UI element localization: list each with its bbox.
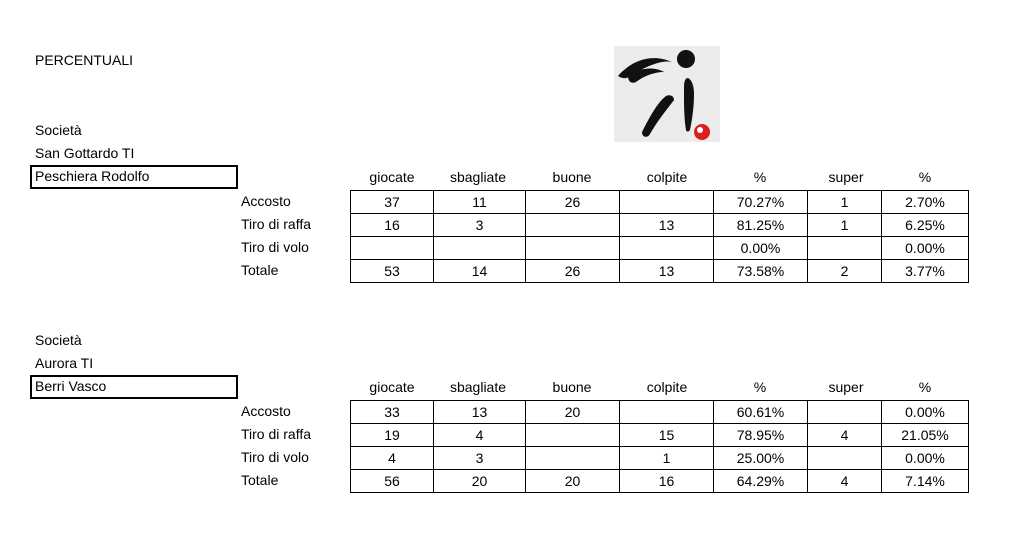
cell-colpite[interactable]: 13: [620, 260, 714, 283]
col-header-giocate: giocate: [369, 379, 415, 395]
row-label-accosto: Accosto: [241, 193, 291, 209]
cell-super-percent[interactable]: 21.05%: [882, 424, 969, 447]
cell-giocate[interactable]: 53: [351, 260, 434, 283]
cell-super[interactable]: [808, 447, 882, 470]
cell-percent[interactable]: 64.29%: [714, 470, 808, 493]
cell-super[interactable]: 4: [808, 470, 882, 493]
table-row: [351, 447, 969, 470]
cell-colpite[interactable]: [620, 191, 714, 214]
cell-giocate[interactable]: 37: [351, 191, 434, 214]
cell-giocate[interactable]: 16: [351, 214, 434, 237]
row-label-totale: Totale: [241, 472, 279, 488]
col-header-giocate: giocate: [369, 169, 415, 185]
cell-buone[interactable]: 20: [526, 401, 620, 424]
table-row: [351, 191, 969, 214]
col-header-colpite: colpite: [646, 169, 688, 185]
col-header-percent: %: [753, 169, 767, 185]
cell-colpite[interactable]: 16: [620, 470, 714, 493]
cell-sbagliate[interactable]: 20: [434, 470, 526, 493]
cell-buone[interactable]: 26: [526, 260, 620, 283]
cell-giocate[interactable]: 33: [351, 401, 434, 424]
table-row: [351, 260, 969, 283]
bocce-player-logo-icon: [614, 46, 720, 142]
row-label-tiro-di-raffa: Tiro di raffa: [241, 426, 312, 442]
cell-buone[interactable]: [526, 214, 620, 237]
societa-label: Società: [35, 332, 82, 348]
cell-super-percent[interactable]: 0.00%: [882, 447, 969, 470]
cell-colpite[interactable]: 1: [620, 447, 714, 470]
cell-colpite[interactable]: [620, 401, 714, 424]
cell-percent[interactable]: 60.61%: [714, 401, 808, 424]
cell-sbagliate[interactable]: 3: [434, 447, 526, 470]
table-row: [351, 214, 969, 237]
cell-sbagliate[interactable]: [434, 237, 526, 260]
cell-super-percent[interactable]: 0.00%: [882, 401, 969, 424]
cell-buone[interactable]: 20: [526, 470, 620, 493]
cell-super[interactable]: [808, 401, 882, 424]
cell-super-percent[interactable]: 0.00%: [882, 237, 969, 260]
cell-percent[interactable]: 25.00%: [714, 447, 808, 470]
cell-giocate[interactable]: 56: [351, 470, 434, 493]
cell-sbagliate[interactable]: 11: [434, 191, 526, 214]
col-header-percent: %: [753, 379, 767, 395]
cell-sbagliate[interactable]: 4: [434, 424, 526, 447]
col-header-sbagliate: sbagliate: [449, 169, 507, 185]
cell-sbagliate[interactable]: 14: [434, 260, 526, 283]
cell-super[interactable]: 1: [808, 191, 882, 214]
table-row: [351, 401, 969, 424]
cell-super-percent[interactable]: 3.77%: [882, 260, 969, 283]
cell-percent[interactable]: 73.58%: [714, 260, 808, 283]
cell-super-percent[interactable]: 2.70%: [882, 191, 969, 214]
col-header-super: super: [828, 379, 864, 395]
cell-percent[interactable]: 78.95%: [714, 424, 808, 447]
col-header-colpite: colpite: [646, 379, 688, 395]
cell-super[interactable]: [808, 237, 882, 260]
table-row: [351, 424, 969, 447]
row-label-accosto: Accosto: [241, 403, 291, 419]
row-label-totale: Totale: [241, 262, 279, 278]
col-header-sbagliate: sbagliate: [449, 379, 507, 395]
col-header-buone: buone: [552, 379, 592, 395]
col-header-super-percent: %: [918, 169, 932, 185]
table-row: [351, 237, 969, 260]
stats-table: [350, 400, 969, 493]
cell-super[interactable]: 2: [808, 260, 882, 283]
cell-colpite[interactable]: [620, 237, 714, 260]
cell-sbagliate[interactable]: 13: [434, 401, 526, 424]
cell-colpite[interactable]: 15: [620, 424, 714, 447]
societa-name: Aurora TI: [35, 355, 94, 371]
cell-buone[interactable]: [526, 237, 620, 260]
page-title: PERCENTUALI: [35, 52, 134, 68]
cell-percent[interactable]: 81.25%: [714, 214, 808, 237]
cell-giocate[interactable]: 19: [351, 424, 434, 447]
cell-percent[interactable]: 70.27%: [714, 191, 808, 214]
societa-name: San Gottardo TI: [35, 145, 135, 161]
col-header-super: super: [828, 169, 864, 185]
cell-super-percent[interactable]: 7.14%: [882, 470, 969, 493]
cell-buone[interactable]: [526, 424, 620, 447]
row-label-tiro-di-volo: Tiro di volo: [241, 449, 309, 465]
row-label-tiro-di-volo: Tiro di volo: [241, 239, 309, 255]
player-name-cell[interactable]: Berri Vasco: [30, 375, 238, 399]
cell-super[interactable]: 4: [808, 424, 882, 447]
cell-buone[interactable]: [526, 447, 620, 470]
player-name-cell[interactable]: Peschiera Rodolfo: [30, 165, 238, 189]
cell-giocate[interactable]: 4: [351, 447, 434, 470]
row-label-tiro-di-raffa: Tiro di raffa: [241, 216, 312, 232]
cell-percent[interactable]: 0.00%: [714, 237, 808, 260]
societa-label: Società: [35, 122, 82, 138]
cell-colpite[interactable]: 13: [620, 214, 714, 237]
cell-giocate[interactable]: [351, 237, 434, 260]
stats-table: [350, 190, 969, 283]
table-row: [351, 470, 969, 493]
cell-sbagliate[interactable]: 3: [434, 214, 526, 237]
cell-buone[interactable]: 26: [526, 191, 620, 214]
cell-super[interactable]: 1: [808, 214, 882, 237]
col-header-super-percent: %: [918, 379, 932, 395]
col-header-buone: buone: [552, 169, 592, 185]
cell-super-percent[interactable]: 6.25%: [882, 214, 969, 237]
